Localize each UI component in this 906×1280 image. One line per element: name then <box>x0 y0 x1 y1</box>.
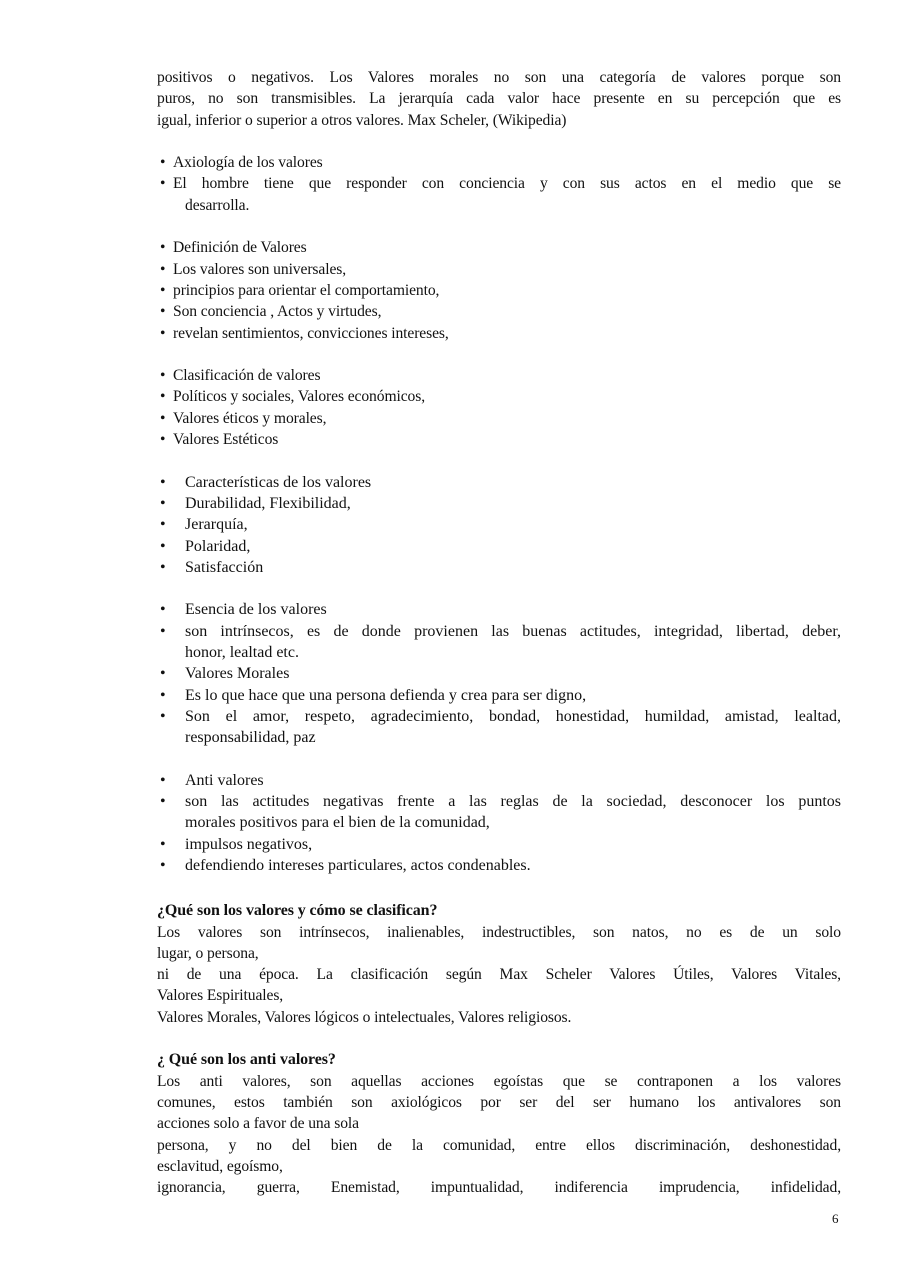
document-page <box>157 67 841 1198</box>
text-line: lugar, o persona, <box>157 944 259 962</box>
text-line: comunes, estos también son axiológicos por ser del ser humano los antivalores son <box>157 1093 841 1111</box>
list-item-text: Definición de Valores <box>173 239 307 257</box>
bullet-icon: • <box>160 665 166 683</box>
list-item-text: Valores éticos y morales, <box>173 409 327 427</box>
list-item <box>157 855 841 876</box>
list-item <box>157 152 841 173</box>
list-item-text: impulsos negativos, <box>185 835 313 853</box>
list-item-text: son las actitudes negativas frente a las reglas de la sociedad, desconocer los puntos <box>185 793 841 811</box>
bullet-icon: • <box>160 324 166 342</box>
list-item <box>157 408 841 429</box>
list-item <box>157 770 841 791</box>
bullet-list-antivalores <box>157 770 841 876</box>
bullet-icon: • <box>160 175 166 193</box>
bullet-icon: • <box>160 835 166 853</box>
bullet-icon: • <box>160 771 166 789</box>
list-item <box>157 237 841 258</box>
bullet-list-definicion <box>157 237 841 343</box>
bullet-icon: • <box>160 154 166 172</box>
list-item-text: Son el amor, respeto, agradecimiento, bondad, honestidad, humildad, amistad, lealtad, <box>185 707 841 725</box>
list-item-text: Valores Morales <box>185 665 290 683</box>
list-item <box>157 834 841 855</box>
list-item <box>157 472 841 493</box>
list-item-text: Clasificación de valores <box>173 367 321 385</box>
bullet-list-esencia <box>157 599 841 748</box>
bullet-icon: • <box>160 622 166 640</box>
list-item-text: Anti valores <box>185 771 264 789</box>
section-antivalores <box>157 1049 841 1198</box>
list-item-text: revelan sentimientos, convicciones intereses, <box>173 324 449 342</box>
list-item-continuation: responsabilidad, paz <box>185 729 316 747</box>
text-line: ignorancia, guerra, Enemistad, impuntualidad, indiferencia imprudencia, infidelidad, <box>157 1179 841 1197</box>
bullet-icon: • <box>160 707 166 725</box>
list-item-continuation: honor, lealtad etc. <box>185 644 299 662</box>
intro-paragraph <box>157 67 841 131</box>
list-item <box>157 386 841 407</box>
list-item <box>157 365 841 386</box>
list-item <box>157 706 841 749</box>
list-item <box>157 280 841 301</box>
bullet-icon: • <box>160 793 166 811</box>
list-item <box>157 301 841 322</box>
list-item-text: Esencia de los valores <box>185 601 327 619</box>
bullet-icon: • <box>160 409 166 427</box>
bullet-icon: • <box>160 388 166 406</box>
bullet-icon: • <box>160 686 166 704</box>
bullet-icon: • <box>160 537 166 555</box>
list-item <box>157 621 841 664</box>
list-item <box>157 557 841 578</box>
bullet-icon: • <box>160 239 166 257</box>
text-line: Valores Morales, Valores lógicos o intelectuales, Valores religiosos. <box>157 1008 572 1026</box>
bullet-icon: • <box>160 303 166 321</box>
bullet-icon: • <box>160 558 166 576</box>
list-item-text: defendiendo intereses particulares, actos condenables. <box>185 856 531 874</box>
list-item-text: Polaridad, <box>185 537 251 555</box>
list-item-text: Satisfacción <box>185 558 264 576</box>
list-item-text: Es lo que hace que una persona defienda y crea para ser digno, <box>185 686 587 704</box>
list-item <box>157 323 841 344</box>
text-line: positivos o negativos. Los Valores morales no son una categoría de valores porque son <box>157 69 841 86</box>
bullet-list-caracteristicas <box>157 472 841 578</box>
list-item-text: principios para orientar el comportamiento, <box>173 281 440 299</box>
list-item-text: Características de los valores <box>185 473 372 491</box>
bullet-icon: • <box>160 473 166 491</box>
section-valores <box>157 900 841 1028</box>
list-item <box>157 173 841 216</box>
bullet-icon: • <box>160 260 166 278</box>
list-item <box>157 514 841 535</box>
text-line: Valores Espirituales, <box>157 987 284 1005</box>
bullet-icon: • <box>160 431 166 449</box>
bullet-icon: • <box>160 494 166 512</box>
bullet-icon: • <box>160 281 166 299</box>
list-item <box>157 536 841 557</box>
list-item <box>157 685 841 706</box>
list-item-continuation: desarrolla. <box>185 196 250 214</box>
page-number: 6 <box>832 1211 839 1226</box>
list-item-text: El hombre tiene que responder con conciencia y con sus actos en el medio que se <box>173 175 841 193</box>
list-item-text: Los valores son universales, <box>173 260 347 278</box>
bullet-icon: • <box>160 856 166 874</box>
list-item-continuation: morales positivos para el bien de la comunidad, <box>185 814 490 832</box>
text-line: esclavitud, egoísmo, <box>157 1157 283 1175</box>
list-item <box>157 663 841 684</box>
list-item-text: Jerarquía, <box>185 516 248 534</box>
list-item-text: Axiología de los valores <box>173 154 323 172</box>
list-item <box>157 791 841 834</box>
text-line: ni de una época. La clasificación según Max Scheler Valores Útiles, Valores Vitales, <box>157 966 841 984</box>
bullet-icon: • <box>160 601 166 619</box>
list-item-text: Políticos y sociales, Valores económicos, <box>173 388 426 406</box>
text-line: Los valores son intrínsecos, inalienables, indestructibles, son natos, no es de un solo <box>157 923 841 941</box>
bullet-list-axiologia <box>157 152 841 216</box>
list-item <box>157 429 841 450</box>
text-line: persona, y no del bien de la comunidad, entre ellos discriminación, deshonestidad, <box>157 1136 841 1154</box>
list-item-text: Valores Estéticos <box>173 431 279 449</box>
text-line: Los anti valores, son aquellas acciones egoístas que se contraponen a los valores <box>157 1072 841 1090</box>
bullet-list-clasificacion <box>157 365 841 450</box>
section-heading: ¿Qué son los valores y cómo se clasifican? <box>157 902 438 920</box>
text-line: puros, no son transmisibles. La jerarquía cada valor hace presente en su percepción que es <box>157 90 841 108</box>
list-item <box>157 493 841 514</box>
section-heading: ¿ Qué son los anti valores? <box>157 1051 336 1069</box>
bullet-icon: • <box>160 516 166 534</box>
list-item-text: Son conciencia , Actos y virtudes, <box>173 303 382 321</box>
list-item-text: Durabilidad, Flexibilidad, <box>185 494 351 512</box>
list-item-text: son intrínsecos, es de donde provienen las buenas actitudes, integridad, libertad, deber, <box>185 622 841 640</box>
text-line: igual, inferior o superior a otros valores. Max Scheler, (Wikipedia) <box>157 111 567 129</box>
list-item <box>157 259 841 280</box>
text-line: acciones solo a favor de una sola <box>157 1115 359 1133</box>
bullet-icon: • <box>160 367 166 385</box>
list-item <box>157 599 841 620</box>
